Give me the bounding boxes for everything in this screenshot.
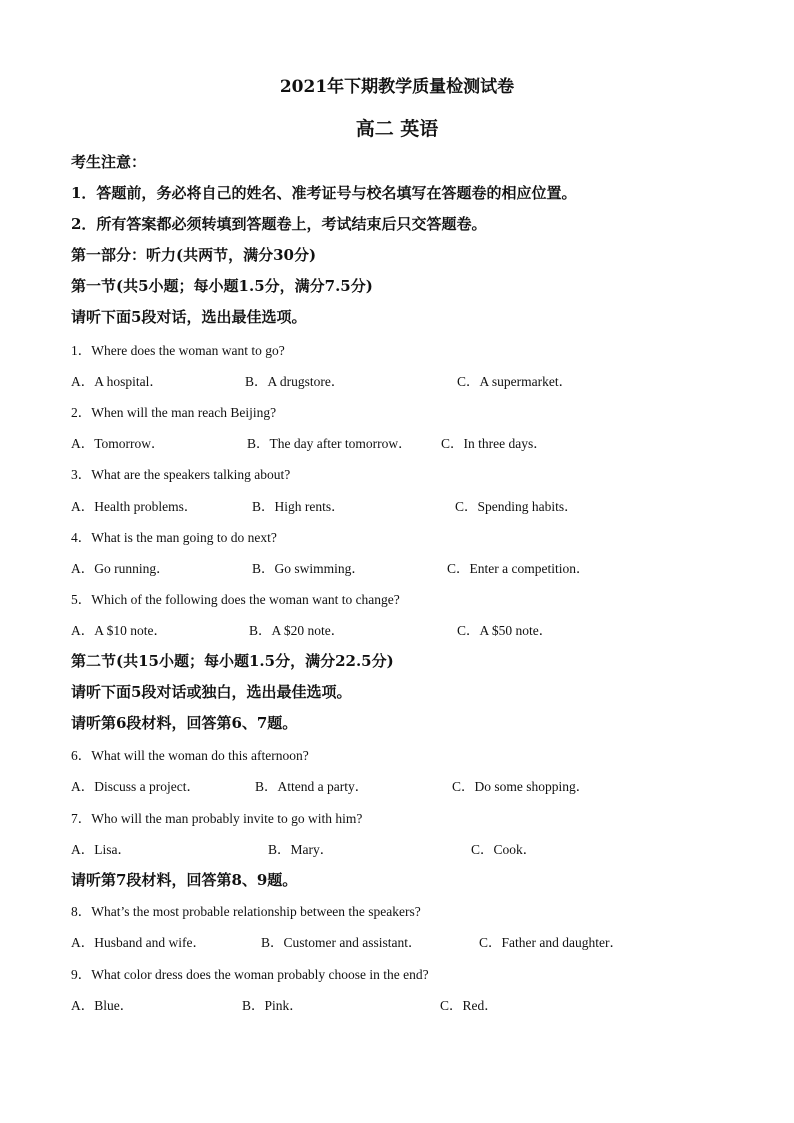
question-4-option-a: A．Go running．	[71, 561, 170, 576]
question-3-option-b: B．High rents．	[252, 499, 345, 514]
question-7-option-a: A．Lisa．	[71, 842, 131, 857]
question-3-stem: 3．What are the speakers talking about?	[71, 467, 291, 482]
notice-item-2: 2．所有答案都必须转填到答题卷上，考试结束后只交答题卷。	[71, 215, 487, 233]
section2-instruction: 请听下面5段对话或独白，选出最佳选项。	[71, 683, 352, 701]
part1-title: 第一部分：听力(共两节，满分30分)	[71, 246, 317, 264]
material-6-heading: 请听第6段材料，回答第6、7题。	[71, 714, 298, 732]
notice-item-1: 1．答题前，务必将自己的姓名、准考证号与校名填写在答题卷的相应位置。	[71, 184, 577, 202]
question-9-option-b: B．Pink．	[242, 998, 303, 1013]
exam-subtitle: 高二 英语	[355, 118, 439, 140]
question-7-stem: 7．Who will the man probably invite to go with him?	[71, 811, 363, 826]
question-2-option-c: C．In three days．	[441, 436, 547, 451]
question-2-option-b: B．The day after tomorrow．	[247, 436, 412, 451]
question-6-option-a: A．Discuss a project．	[71, 779, 200, 794]
question-9-option-a: A．Blue．	[71, 998, 134, 1013]
question-4-option-c: C．Enter a competition．	[447, 561, 590, 576]
question-1-stem: 1．Where does the woman want to go?	[71, 343, 285, 358]
section1-instruction: 请听下面5段对话，选出最佳选项。	[71, 308, 307, 326]
question-7-option-c: C．Cook．	[471, 842, 537, 857]
question-9-option-c: C．Red．	[440, 998, 498, 1013]
question-1-option-b: B．A drugstore．	[245, 374, 345, 389]
question-3-option-a: A．Health problems．	[71, 499, 198, 514]
question-5-stem: 5．Which of the following does the woman want to change?	[71, 592, 400, 607]
question-2-option-a: A．Tomorrow．	[71, 436, 165, 451]
question-8-option-c: C．Father and daughter．	[479, 935, 623, 950]
section1-title: 第一节(共5小题；每小题1.5分，满分7.5分)	[71, 277, 373, 295]
material-7-heading: 请听第7段材料，回答第8、9题。	[71, 871, 298, 889]
question-5-option-a: A．A $10 note．	[71, 623, 167, 638]
section2-title: 第二节(共15小题；每小题1.5分，满分22.5分)	[71, 652, 394, 670]
question-6-stem: 6．What will the woman do this afternoon?	[71, 748, 309, 763]
question-9-stem: 9．What color dress does the woman probably choose in the end?	[71, 967, 429, 982]
question-5-option-b: B．A $20 note．	[249, 623, 345, 638]
question-6-option-c: C．Do some shopping．	[452, 779, 590, 794]
notice-heading: 考生注意：	[71, 153, 147, 171]
question-6-option-b: B．Attend a party．	[255, 779, 369, 794]
exam-title: 2021年下期教学质量检测试卷	[279, 77, 515, 97]
question-8-option-b: B．Customer and assistant．	[261, 935, 422, 950]
question-1-option-c: C．A supermarket．	[457, 374, 573, 389]
question-7-option-b: B．Mary．	[268, 842, 334, 857]
question-1-option-a: A．A hospital．	[71, 374, 163, 389]
question-3-option-c: C．Spending habits．	[455, 499, 578, 514]
question-4-option-b: B．Go swimming．	[252, 561, 365, 576]
question-2-stem: 2．When will the man reach Beijing?	[71, 405, 277, 420]
question-8-option-a: A．Husband and wife．	[71, 935, 206, 950]
question-8-stem: 8．What’s the most probable relationship between the speakers?	[71, 904, 421, 919]
question-4-stem: 4．What is the man going to do next?	[71, 530, 277, 545]
question-5-option-c: C．A $50 note．	[457, 623, 553, 638]
